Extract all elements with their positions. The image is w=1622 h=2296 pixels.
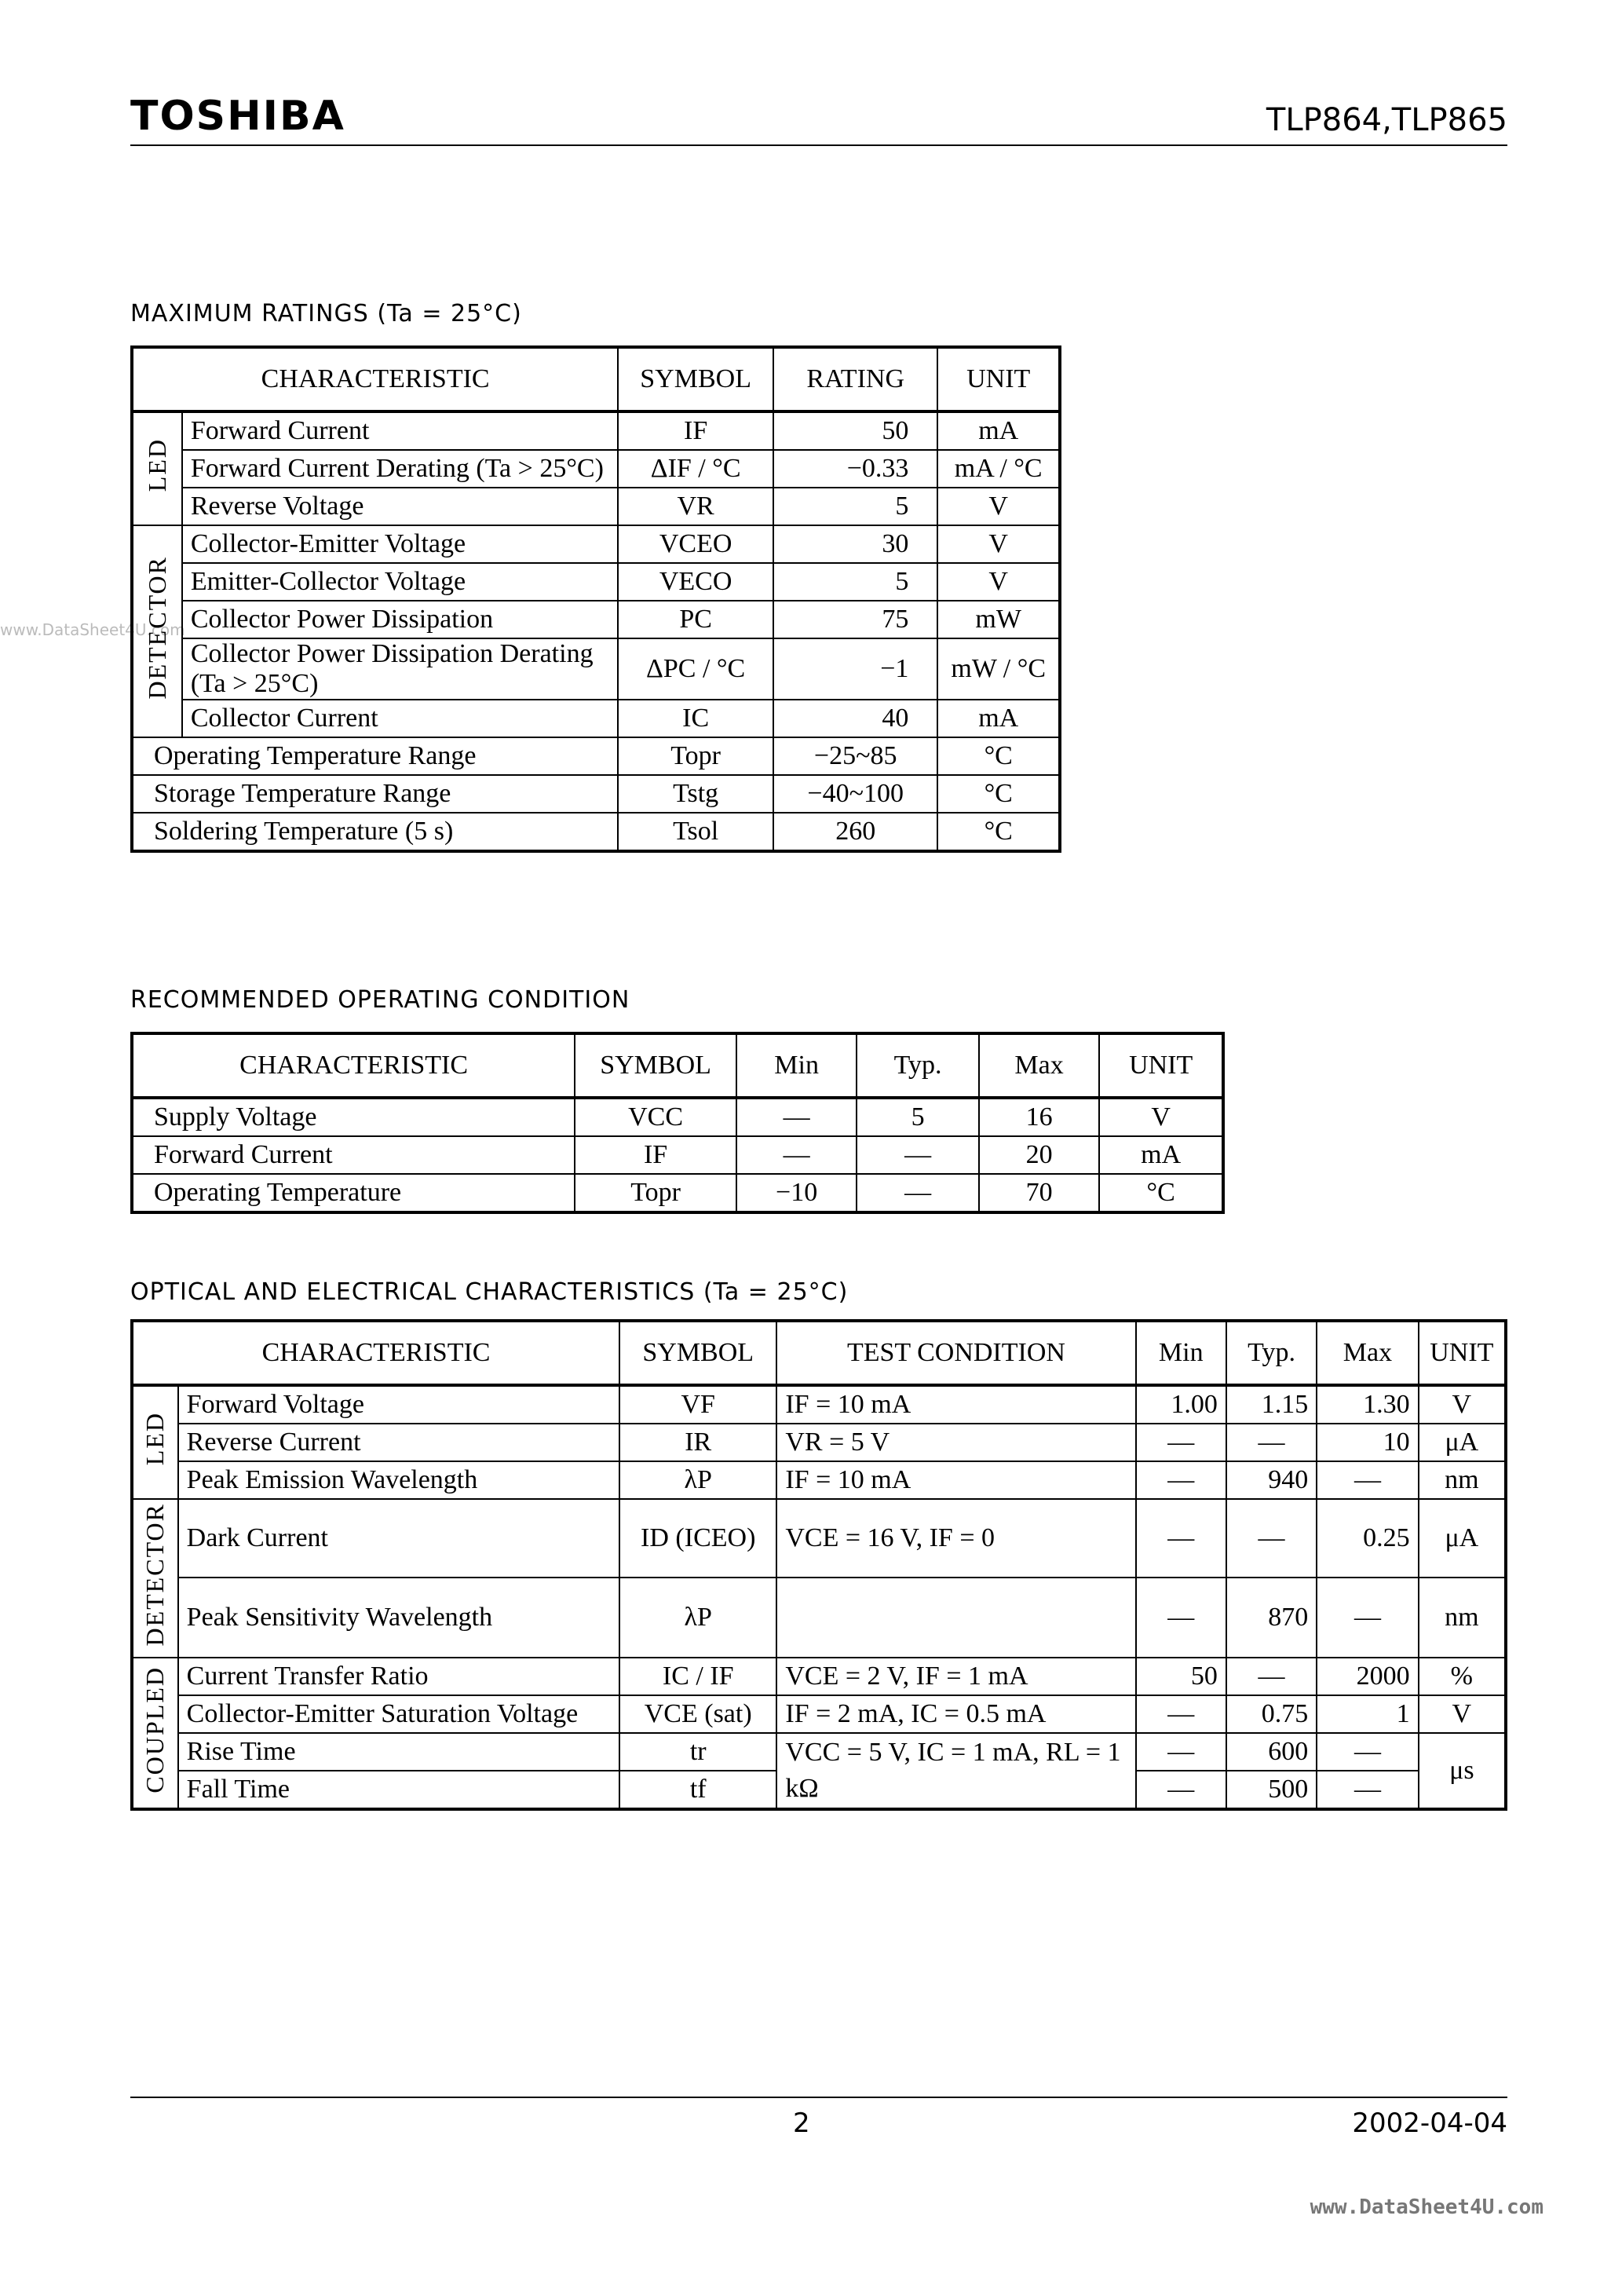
cell-symbol: VF xyxy=(619,1385,776,1424)
group-label-led: LED xyxy=(132,411,182,525)
optical-title: OPTICAL AND ELECTRICAL CHARACTERISTICS (Ta = 25°C) xyxy=(130,1278,849,1306)
cell-condition: VR = 5 V xyxy=(776,1424,1135,1461)
cell-rating: 30 xyxy=(773,525,937,563)
cell-typ: — xyxy=(1226,1658,1317,1695)
col-typ: Typ. xyxy=(1226,1321,1317,1385)
cell-symbol: VCEO xyxy=(618,525,773,563)
cell-max: 20 xyxy=(979,1136,1100,1174)
cell-characteristic: Collector Power Dissipation Derating (Ta > 25°C) xyxy=(182,638,618,700)
cell-characteristic: Operating Temperature Range xyxy=(132,737,618,775)
page-number: 2 xyxy=(793,2108,810,2139)
cell-condition: VCE = 2 V, IF = 1 mA xyxy=(776,1658,1135,1695)
cell-symbol: tf xyxy=(619,1771,776,1809)
cell-characteristic: Collector-Emitter Voltage xyxy=(182,525,618,563)
footer-rule xyxy=(130,2097,1507,2098)
group-label-coupled: COUPLED xyxy=(132,1658,178,1809)
cell-typ: 5 xyxy=(857,1098,978,1136)
recommended-title: RECOMMENDED OPERATING CONDITION xyxy=(130,986,630,1014)
table-row xyxy=(132,737,1060,775)
cell-rating: −1 xyxy=(773,638,937,700)
table-row xyxy=(132,1461,1506,1499)
table-row xyxy=(132,450,1060,488)
cell-min: — xyxy=(1136,1733,1226,1771)
cell-min: — xyxy=(1136,1461,1226,1499)
col-min: Min xyxy=(736,1033,857,1098)
table-row xyxy=(132,1499,1506,1578)
table-header-row xyxy=(132,1321,1506,1385)
cell-unit: μA xyxy=(1419,1499,1506,1578)
cell-symbol: IR xyxy=(619,1424,776,1461)
cell-symbol: Topr xyxy=(575,1174,736,1212)
cell-unit: V xyxy=(937,488,1060,525)
cell-symbol: IF xyxy=(618,411,773,450)
col-characteristic: CHARACTERISTIC xyxy=(132,1321,619,1385)
cell-symbol: IF xyxy=(575,1136,736,1174)
cell-typ: 600 xyxy=(1226,1733,1317,1771)
cell-min: — xyxy=(1136,1771,1226,1809)
cell-characteristic: Dark Current xyxy=(178,1499,619,1578)
col-symbol: SYMBOL xyxy=(619,1321,776,1385)
col-unit: UNIT xyxy=(1419,1321,1506,1385)
cell-min: — xyxy=(736,1136,857,1174)
watermark-bottom: www.DataSheet4U.com xyxy=(1310,2195,1543,2219)
cell-unit: mA / °C xyxy=(937,450,1060,488)
cell-typ: — xyxy=(857,1174,978,1212)
cell-unit: nm xyxy=(1419,1578,1506,1658)
cell-typ: 500 xyxy=(1226,1771,1317,1809)
table-row xyxy=(132,1695,1506,1733)
cell-symbol: VECO xyxy=(618,563,773,601)
cell-characteristic: Collector Power Dissipation xyxy=(182,601,618,638)
cell-symbol: VR xyxy=(618,488,773,525)
cell-rating: −40~100 xyxy=(773,775,937,813)
cell-characteristic: Forward Current xyxy=(132,1136,575,1174)
cell-rating: 5 xyxy=(773,488,937,525)
cell-unit: mA xyxy=(937,411,1060,450)
cell-characteristic: Emitter-Collector Voltage xyxy=(182,563,618,601)
cell-min: — xyxy=(1136,1424,1226,1461)
cell-rating: 5 xyxy=(773,563,937,601)
cell-characteristic: Soldering Temperature (5 s) xyxy=(132,813,618,851)
cell-unit: mA xyxy=(1099,1136,1223,1174)
table-row xyxy=(132,1098,1223,1136)
max-ratings-table xyxy=(130,345,1061,853)
table-row xyxy=(132,1385,1506,1424)
table-row xyxy=(132,563,1060,601)
table-row xyxy=(132,700,1060,737)
cell-characteristic: Storage Temperature Range xyxy=(132,775,618,813)
cell-min: — xyxy=(1136,1695,1226,1733)
table-row xyxy=(132,601,1060,638)
cell-rating: 50 xyxy=(773,411,937,450)
cell-condition: VCC = 5 V, IC = 1 mA, RL = 1 kΩ xyxy=(776,1733,1135,1809)
cell-max: 10 xyxy=(1317,1424,1418,1461)
cell-unit: mA xyxy=(937,700,1060,737)
cell-characteristic: Current Transfer Ratio xyxy=(178,1658,619,1695)
col-max: Max xyxy=(1317,1321,1418,1385)
cell-unit: V xyxy=(1419,1385,1506,1424)
cell-min: 1.00 xyxy=(1136,1385,1226,1424)
group-label-detector: DETECTOR xyxy=(132,1499,178,1658)
cell-max: 0.25 xyxy=(1317,1499,1418,1578)
cell-symbol: VCC xyxy=(575,1098,736,1136)
cell-symbol: λP xyxy=(619,1461,776,1499)
cell-max: 1 xyxy=(1317,1695,1418,1733)
cell-characteristic: Collector-Emitter Saturation Voltage xyxy=(178,1695,619,1733)
cell-min: 50 xyxy=(1136,1658,1226,1695)
cell-condition: IF = 10 mA xyxy=(776,1461,1135,1499)
cell-typ: 940 xyxy=(1226,1461,1317,1499)
cell-rating: 260 xyxy=(773,813,937,851)
cell-min: — xyxy=(736,1098,857,1136)
cell-condition: IF = 10 mA xyxy=(776,1385,1135,1424)
col-min: Min xyxy=(1136,1321,1226,1385)
cell-max: — xyxy=(1317,1461,1418,1499)
cell-symbol: PC xyxy=(618,601,773,638)
cell-condition xyxy=(776,1578,1135,1658)
col-symbol: SYMBOL xyxy=(618,347,773,411)
col-max: Max xyxy=(979,1033,1100,1098)
cell-unit: V xyxy=(1419,1695,1506,1733)
cell-rating: 75 xyxy=(773,601,937,638)
cell-symbol: Tsol xyxy=(618,813,773,851)
cell-condition: IF = 2 mA, IC = 0.5 mA xyxy=(776,1695,1135,1733)
table-row xyxy=(132,813,1060,851)
cell-unit: V xyxy=(1099,1098,1223,1136)
col-symbol: SYMBOL xyxy=(575,1033,736,1098)
table-row xyxy=(132,1658,1506,1695)
col-typ: Typ. xyxy=(857,1033,978,1098)
table-row xyxy=(132,1424,1506,1461)
part-numbers: TLP864,TLP865 xyxy=(1266,102,1507,138)
cell-typ: 0.75 xyxy=(1226,1695,1317,1733)
col-unit: UNIT xyxy=(1099,1033,1223,1098)
col-unit: UNIT xyxy=(937,347,1060,411)
cell-unit: mW / °C xyxy=(937,638,1060,700)
table-row xyxy=(132,1174,1223,1212)
cell-min: — xyxy=(1136,1499,1226,1578)
cell-symbol: Topr xyxy=(618,737,773,775)
cell-max: — xyxy=(1317,1733,1418,1771)
cell-characteristic: Peak Emission Wavelength xyxy=(178,1461,619,1499)
cell-unit: V xyxy=(937,563,1060,601)
table-row xyxy=(132,488,1060,525)
group-label-led: LED xyxy=(132,1385,178,1499)
cell-typ: — xyxy=(1226,1499,1317,1578)
cell-characteristic: Operating Temperature xyxy=(132,1174,575,1212)
table-row xyxy=(132,525,1060,563)
cell-unit: °C xyxy=(937,813,1060,851)
table-row xyxy=(132,411,1060,450)
cell-symbol: IC / IF xyxy=(619,1658,776,1695)
cell-unit: μs xyxy=(1419,1733,1506,1809)
cell-unit: °C xyxy=(1099,1174,1223,1212)
cell-typ: 1.15 xyxy=(1226,1385,1317,1424)
cell-unit: % xyxy=(1419,1658,1506,1695)
cell-symbol: ΔIF / °C xyxy=(618,450,773,488)
cell-unit: nm xyxy=(1419,1461,1506,1499)
col-characteristic: CHARACTERISTIC xyxy=(132,347,618,411)
cell-max: — xyxy=(1317,1771,1418,1809)
cell-characteristic: Collector Current xyxy=(182,700,618,737)
brand-logo: TOSHIBA xyxy=(130,93,345,140)
watermark-left: www.DataSheet4U.com xyxy=(0,620,185,639)
cell-max: 16 xyxy=(979,1098,1100,1136)
cell-unit: μA xyxy=(1419,1424,1506,1461)
max-ratings-title: MAXIMUM RATINGS (Ta = 25°C) xyxy=(130,300,522,327)
cell-characteristic: Supply Voltage xyxy=(132,1098,575,1136)
cell-typ: 870 xyxy=(1226,1578,1317,1658)
header-rule xyxy=(130,144,1507,146)
table-row xyxy=(132,775,1060,813)
cell-min: — xyxy=(1136,1578,1226,1658)
table-header-row xyxy=(132,347,1060,411)
cell-characteristic: Fall Time xyxy=(178,1771,619,1809)
cell-unit: °C xyxy=(937,775,1060,813)
cell-max: 1.30 xyxy=(1317,1385,1418,1424)
col-rating: RATING xyxy=(773,347,937,411)
document-date: 2002-04-04 xyxy=(1352,2108,1507,2139)
cell-characteristic: Rise Time xyxy=(178,1733,619,1771)
cell-rating: −25~85 xyxy=(773,737,937,775)
table-row xyxy=(132,1733,1506,1771)
table-row xyxy=(132,1578,1506,1658)
optical-table xyxy=(130,1319,1507,1811)
cell-characteristic: Reverse Voltage xyxy=(182,488,618,525)
col-test-condition: TEST CONDITION xyxy=(776,1321,1135,1385)
col-characteristic: CHARACTERISTIC xyxy=(132,1033,575,1098)
cell-max: 2000 xyxy=(1317,1658,1418,1695)
cell-typ: — xyxy=(857,1136,978,1174)
cell-characteristic: Forward Voltage xyxy=(178,1385,619,1424)
cell-typ: — xyxy=(1226,1424,1317,1461)
cell-rating: −0.33 xyxy=(773,450,937,488)
cell-max: 70 xyxy=(979,1174,1100,1212)
cell-characteristic: Forward Current Derating (Ta > 25°C) xyxy=(182,450,618,488)
cell-symbol: ΔPC / °C xyxy=(618,638,773,700)
cell-unit: °C xyxy=(937,737,1060,775)
table-row xyxy=(132,638,1060,700)
recommended-table xyxy=(130,1032,1225,1214)
cell-characteristic: Peak Sensitivity Wavelength xyxy=(178,1578,619,1658)
cell-rating: 40 xyxy=(773,700,937,737)
cell-max: — xyxy=(1317,1578,1418,1658)
cell-min: −10 xyxy=(736,1174,857,1212)
cell-unit: mW xyxy=(937,601,1060,638)
cell-symbol: λP xyxy=(619,1578,776,1658)
cell-unit: V xyxy=(937,525,1060,563)
cell-characteristic: Forward Current xyxy=(182,411,618,450)
cell-symbol: VCE (sat) xyxy=(619,1695,776,1733)
table-row xyxy=(132,1136,1223,1174)
cell-symbol: ID (ICEO) xyxy=(619,1499,776,1578)
table-header-row xyxy=(132,1033,1223,1098)
cell-symbol: tr xyxy=(619,1733,776,1771)
cell-symbol: IC xyxy=(618,700,773,737)
cell-condition: VCE = 16 V, IF = 0 xyxy=(776,1499,1135,1578)
group-label-detector: DETECTOR xyxy=(132,525,182,737)
cell-characteristic: Reverse Current xyxy=(178,1424,619,1461)
cell-symbol: Tstg xyxy=(618,775,773,813)
